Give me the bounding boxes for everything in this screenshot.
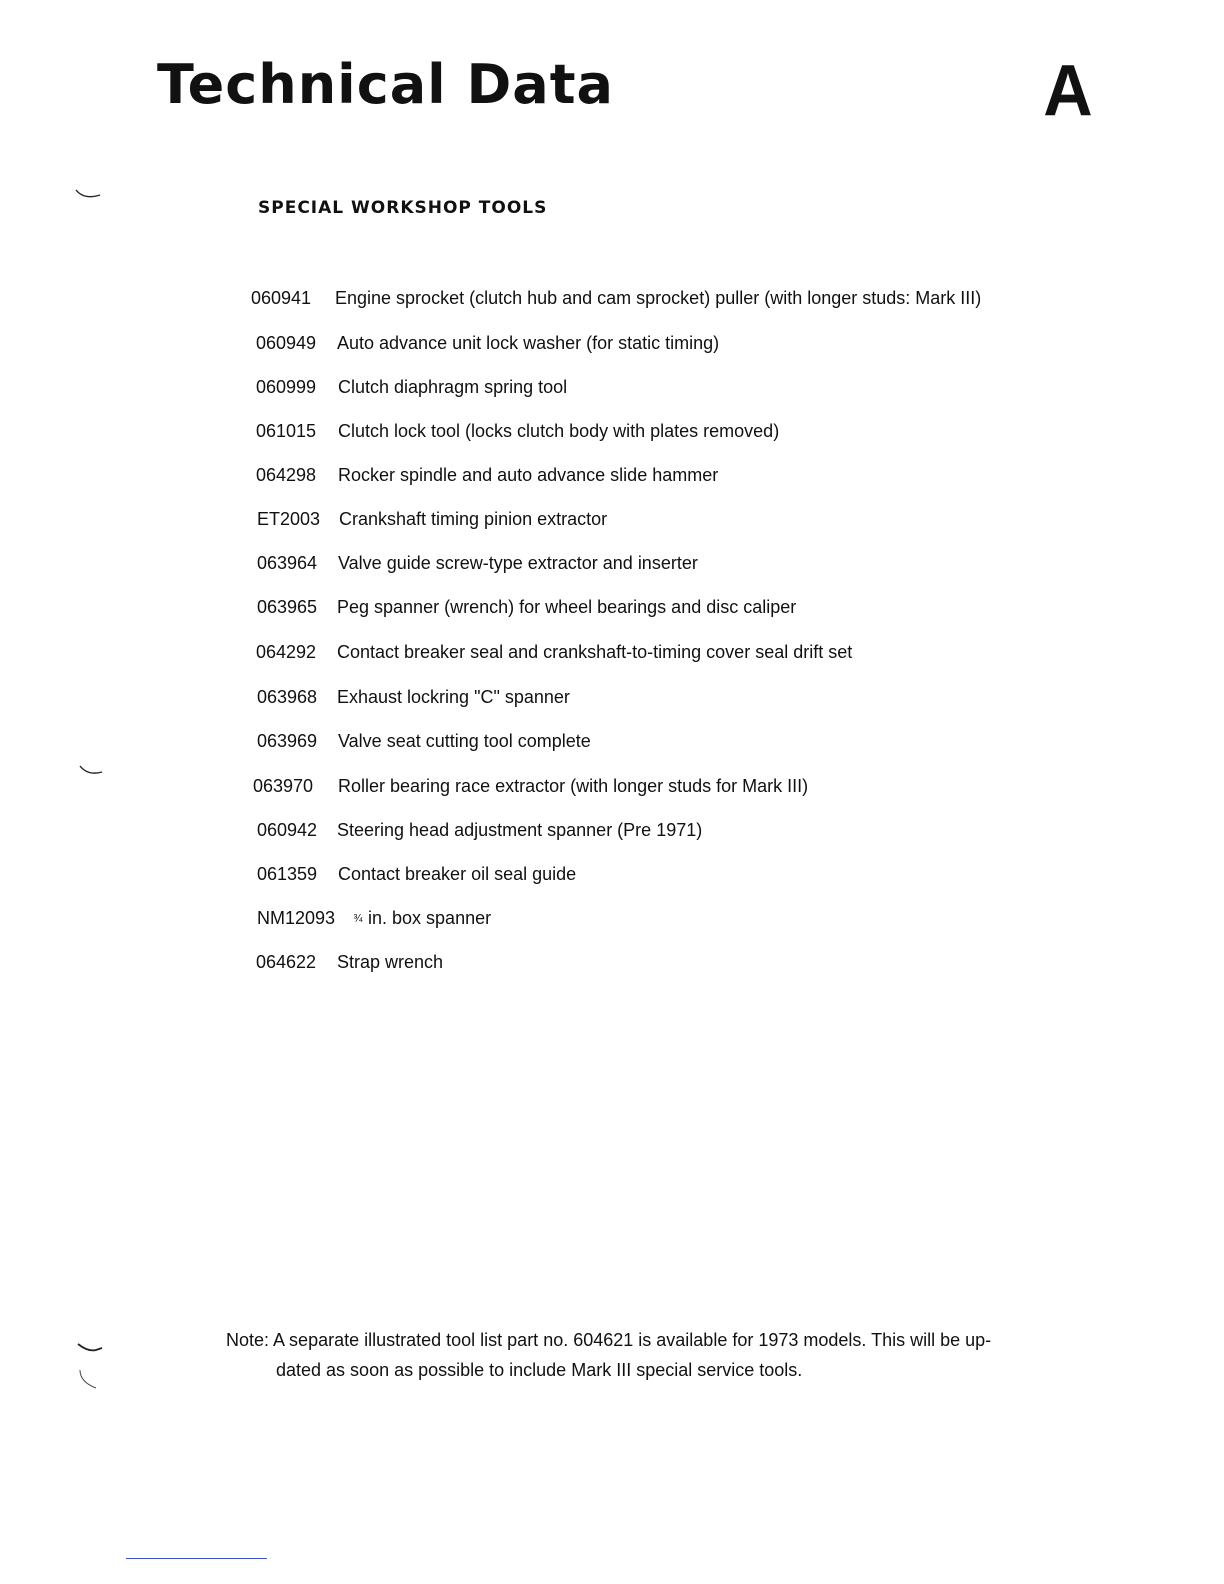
tool-row — [256, 334, 719, 352]
tool-description: Rocker spindle and auto advance slide hammer — [338, 465, 719, 485]
section-letter: A — [1043, 51, 1093, 131]
tool-description: Crankshaft timing pinion extractor — [339, 509, 608, 529]
margin-mark — [74, 188, 102, 202]
tool-row — [257, 554, 698, 572]
tool-code: 063965 — [257, 597, 318, 617]
tool-row — [257, 688, 570, 706]
tool-row — [257, 821, 702, 839]
tool-code: 060949 — [256, 333, 317, 353]
tool-description: Valve guide screw-type extractor and inserter — [338, 553, 698, 573]
tool-code: NM12093 — [257, 908, 336, 928]
margin-mark — [78, 764, 106, 778]
note-text-line2: dated as soon as possible to include Mark III special service tools. — [276, 1360, 803, 1380]
tool-row — [257, 510, 607, 528]
tool-row — [256, 643, 852, 661]
tool-description: Engine sprocket (clutch hub and cam sprocket) puller (with longer studs: Mark III) — [335, 288, 982, 308]
tool-code: 060999 — [256, 377, 317, 397]
tool-description: Auto advance unit lock washer (for static timing) — [337, 333, 720, 353]
tool-code: 060942 — [257, 820, 318, 840]
tool-row — [256, 466, 718, 484]
tool-row — [257, 598, 796, 616]
note-text-line1: A separate illustrated tool list part no. 604621 is available for 1973 models. This will be up- — [273, 1330, 992, 1350]
tool-code: 064292 — [256, 642, 317, 662]
section-heading: SPECIAL WORKSHOP TOOLS — [258, 198, 548, 218]
tool-description: Clutch lock tool (locks clutch body with plates removed) — [338, 421, 780, 441]
tool-description: Contact breaker seal and crankshaft-to-timing cover seal drift set — [337, 642, 853, 662]
tool-row — [256, 378, 567, 396]
tool-code: 064622 — [256, 952, 317, 972]
tool-code: 063964 — [257, 553, 318, 573]
tool-description: Strap wrench — [337, 952, 444, 972]
footer-rule — [126, 1558, 267, 1559]
tool-description: Peg spanner (wrench) for wheel bearings and disc caliper — [337, 597, 797, 617]
tool-code: 063969 — [257, 731, 318, 751]
tool-row — [257, 909, 491, 927]
tool-code: 061359 — [257, 864, 318, 884]
tool-description: Contact breaker oil seal guide — [338, 864, 577, 884]
tool-row — [253, 777, 808, 795]
tool-row — [256, 422, 779, 440]
tool-row — [257, 732, 591, 750]
tool-code: ET2003 — [257, 509, 321, 529]
tool-description: Clutch diaphragm spring tool — [338, 377, 568, 397]
tool-code: 060941 — [251, 288, 312, 308]
page-title: Technical Data — [157, 53, 614, 116]
tool-row — [251, 289, 981, 307]
tool-description: Roller bearing race extractor (with longer studs for Mark III) — [338, 776, 809, 796]
tool-description: Steering head adjustment spanner (Pre 1971) — [337, 820, 703, 840]
margin-mark — [76, 1342, 104, 1360]
margin-mark — [76, 1368, 104, 1392]
tool-row — [256, 953, 443, 971]
tool-row — [257, 865, 576, 883]
tool-code: 064298 — [256, 465, 317, 485]
tool-code: 061015 — [256, 421, 317, 441]
tool-description: Exhaust lockring "C" spanner — [337, 687, 570, 707]
note-label: Note: — [226, 1330, 270, 1350]
fraction: ¾ — [353, 912, 363, 925]
tool-code: 063968 — [257, 687, 318, 707]
tool-description: Valve seat cutting tool complete — [338, 731, 591, 751]
tool-code: 063970 — [253, 776, 314, 796]
tool-description: in. box spanner — [368, 908, 492, 928]
note — [226, 1325, 1046, 1385]
